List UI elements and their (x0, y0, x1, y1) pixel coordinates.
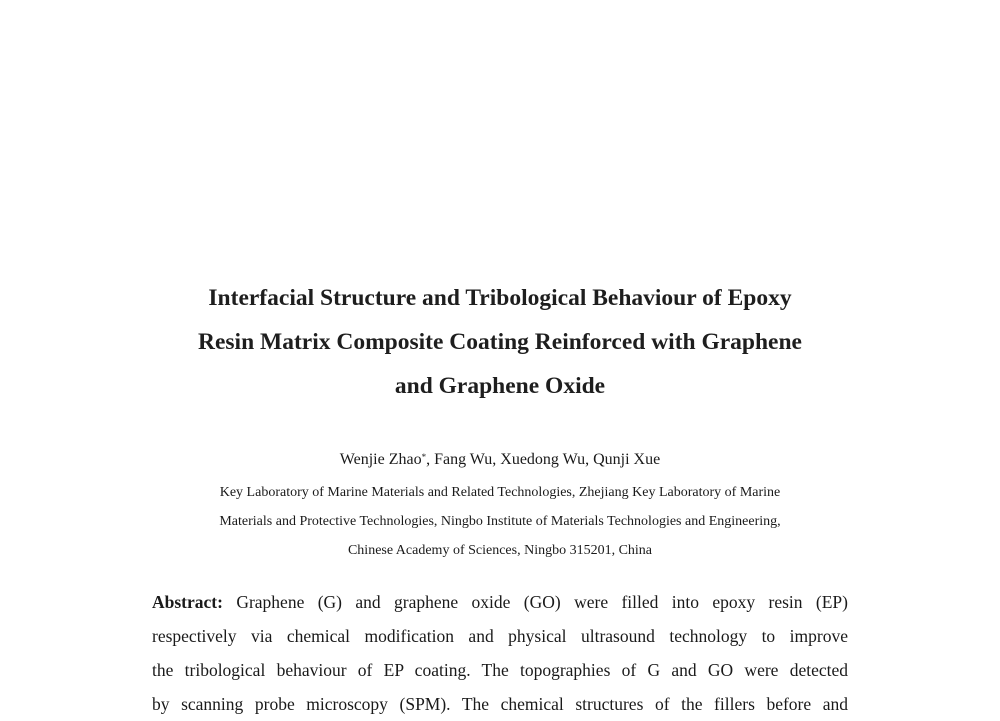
paper-title (100, 276, 900, 408)
abstract-line (152, 585, 848, 619)
affiliation-line: Chinese Academy of Sciences, Ningbo 315201, China (347, 543, 653, 558)
corresponding-author-mark: * (421, 452, 427, 462)
abstract-label: Abstract: (152, 592, 223, 612)
abstract-text: Graphene (G) and graphene oxide (GO) were filled into epoxy resin (EP) (222, 592, 848, 612)
abstract-line: respectively via chemical modification and physical ultrasound technology to improve (152, 626, 848, 646)
abstract-line: by scanning probe microscopy (SPM). The chemical structures of the fillers before and (152, 694, 848, 714)
author-list (100, 449, 900, 471)
affiliation-line: Materials and Protective Technologies, Ningbo Institute of Materials Technologies and Engineering, (219, 514, 781, 529)
other-authors: , Fang Wu, Xuedong Wu, Qunji Xue (426, 451, 661, 468)
abstract (152, 585, 848, 721)
title-line: and Graphene Oxide (394, 373, 606, 399)
affiliation-line: Key Laboratory of Marine Materials and Related Technologies, Zhejiang Key Laboratory of Marine (219, 485, 781, 500)
first-author: Wenjie Zhao (339, 451, 422, 468)
affiliation (100, 478, 900, 565)
abstract-line: the tribological behaviour of EP coating. The topographies of G and GO were detected (152, 660, 848, 680)
title-line: Resin Matrix Composite Coating Reinforced with Graphene (198, 329, 802, 355)
title-line: Interfacial Structure and Tribological Behaviour of Epoxy (208, 285, 792, 311)
